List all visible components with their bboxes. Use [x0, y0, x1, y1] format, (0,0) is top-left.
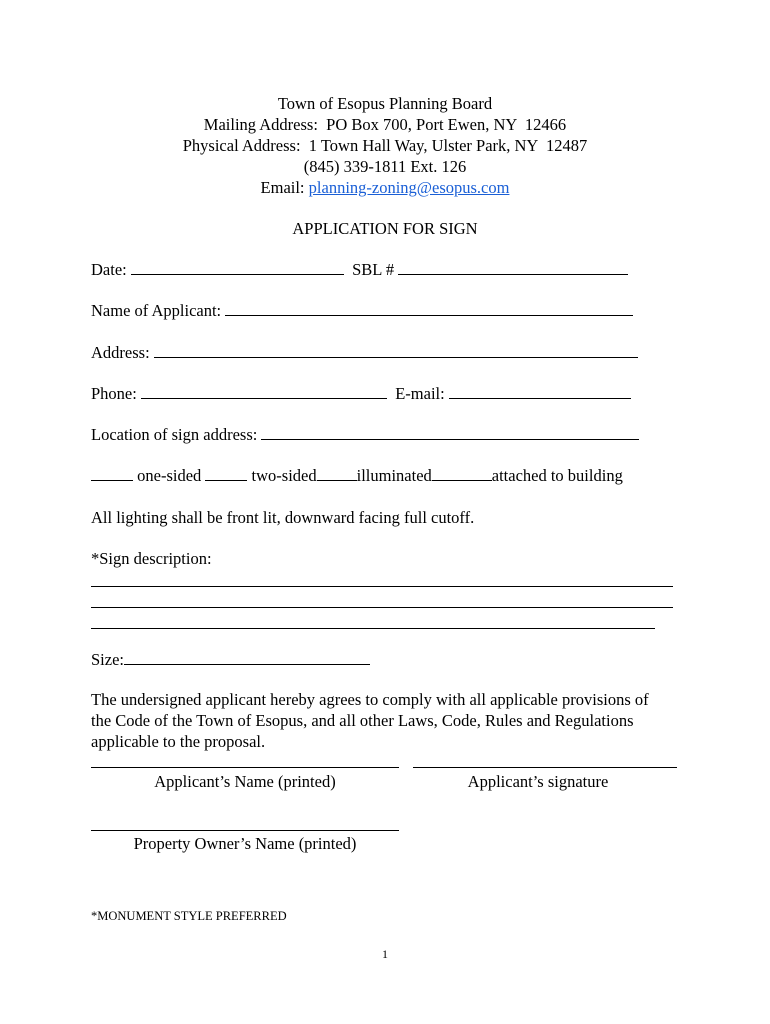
description-label: *Sign description: — [91, 549, 212, 568]
description-line-3[interactable] — [91, 628, 655, 629]
mailing-address: Mailing Address: PO Box 700, Port Ewen, NY 12466 — [203, 115, 567, 134]
date-label: Date: — [91, 260, 127, 279]
form-title: APPLICATION FOR SIGN — [292, 219, 478, 238]
sign-type-row — [91, 466, 623, 486]
page-number: 1 — [382, 947, 388, 961]
email-label: Email: — [260, 178, 305, 197]
phone-number: (845) 339-1811 Ext. 126 — [303, 157, 467, 176]
applicant-field[interactable] — [225, 301, 633, 316]
attached-field[interactable] — [432, 466, 492, 481]
attached-label: attached to building — [491, 466, 623, 485]
illuminated-label: illuminated — [356, 466, 432, 485]
address-row — [91, 343, 638, 363]
email-field-label: E-mail: — [395, 384, 445, 403]
size-label: Size: — [91, 650, 124, 669]
size-row — [91, 650, 370, 670]
phone-field[interactable] — [141, 384, 387, 399]
description-line-1[interactable] — [91, 586, 673, 587]
two-sided-label: two-sided — [251, 466, 317, 485]
date-field[interactable] — [131, 260, 344, 275]
owner-name-line[interactable] — [91, 830, 399, 831]
one-sided-label: one-sided — [137, 466, 202, 485]
footnote: *MONUMENT STYLE PREFERRED — [91, 909, 287, 923]
lighting-note: All lighting shall be front lit, downward facing full cutoff. — [91, 508, 475, 527]
agreement-line-1: The undersigned applicant hereby agrees to comply with all applicable provisions of — [91, 690, 649, 709]
agreement-line-3: applicable to the proposal. — [91, 732, 266, 751]
physical-address: Physical Address: 1 Town Hall Way, Ulster Park, NY 12487 — [182, 136, 588, 155]
applicant-signature-line[interactable] — [413, 767, 677, 768]
sbl-field[interactable] — [398, 260, 628, 275]
email-line — [0, 178, 770, 198]
illuminated-field[interactable] — [317, 466, 357, 481]
email-link[interactable]: planning-zoning@esopus.com — [308, 178, 510, 197]
agreement-line-2: the Code of the Town of Esopus, and all other Laws, Code, Rules and Regulations — [91, 711, 634, 730]
phone-row — [91, 384, 631, 404]
location-label: Location of sign address: — [91, 425, 258, 444]
date-row — [91, 260, 628, 280]
two-sided-field[interactable] — [205, 466, 247, 481]
address-field[interactable] — [154, 343, 638, 358]
applicant-row — [91, 301, 633, 321]
size-field[interactable] — [124, 650, 370, 665]
location-field[interactable] — [261, 425, 639, 440]
sbl-label: SBL # — [352, 260, 395, 279]
applicant-name-line[interactable] — [91, 767, 399, 768]
description-line-2[interactable] — [91, 607, 673, 608]
address-label: Address: — [91, 343, 150, 362]
org-name: Town of Esopus Planning Board — [277, 94, 493, 113]
one-sided-field[interactable] — [91, 466, 133, 481]
email-field[interactable] — [449, 384, 631, 399]
owner-name-caption: Property Owner’s Name (printed) — [133, 834, 357, 853]
location-row — [91, 425, 639, 445]
applicant-name-caption: Applicant’s Name (printed) — [154, 772, 336, 791]
applicant-signature-caption: Applicant’s signature — [467, 772, 609, 791]
applicant-label: Name of Applicant: — [91, 301, 222, 320]
phone-label: Phone: — [91, 384, 137, 403]
